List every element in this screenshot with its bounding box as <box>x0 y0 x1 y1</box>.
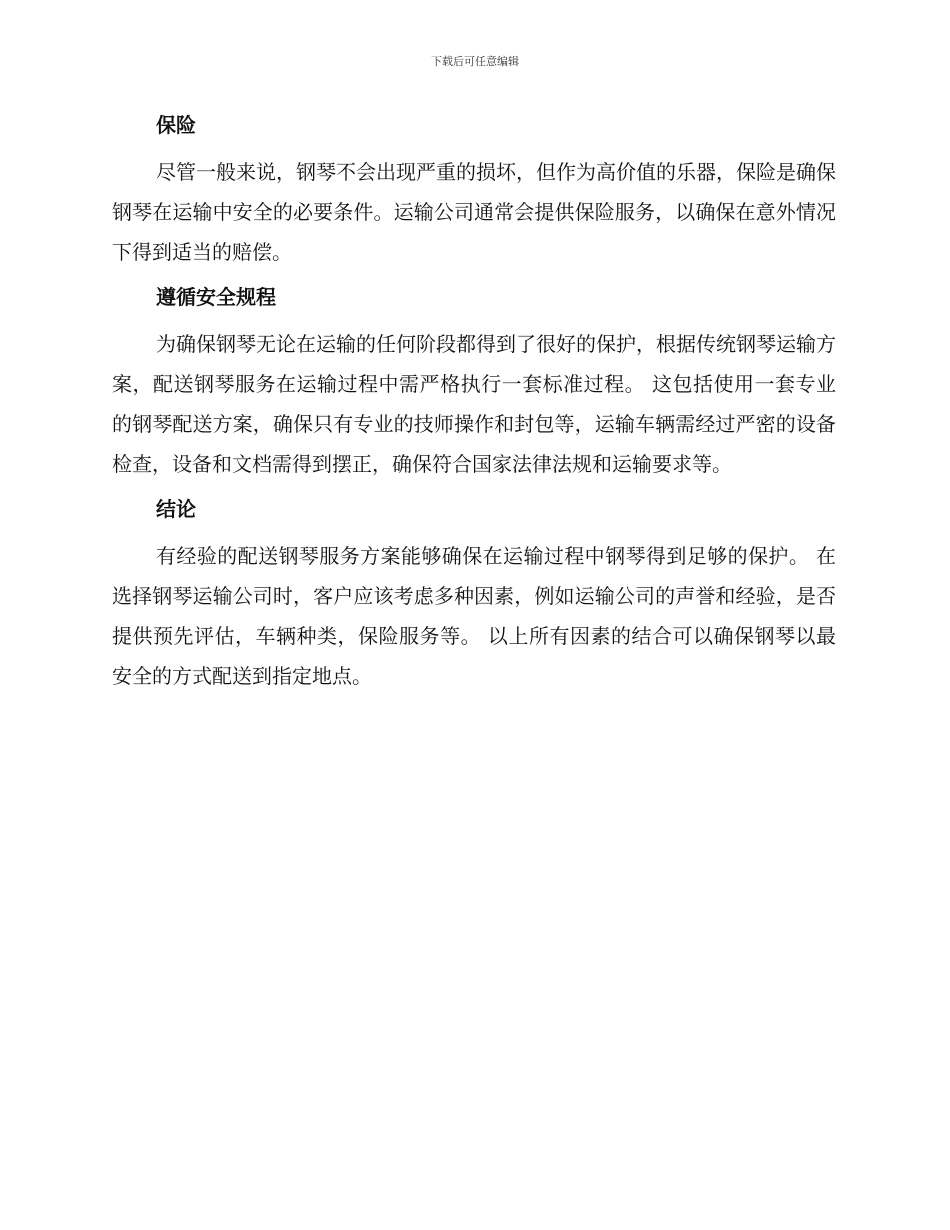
section-paragraph: 有经验的配送钢琴服务方案能够确保在运输过程中钢琴得到足够的保护。 在选择钢琴运输公司时，客户应该考虑多种因素，例如运输公司的声誉和经验，是否提供预先评估，车辆种类，保险服务等。 以上所有因素的结合可以确保钢琴以最安全的方式配送到指定地点。 <box>112 544 836 688</box>
section-safety-rules <box>112 282 836 484</box>
document-body <box>112 110 836 706</box>
section-heading: 保险 <box>156 113 196 137</box>
section-paragraph: 尽管一般来说，钢琴不会出现严重的损坏，但作为高价值的乐器，保险是确保钢琴在运输中安全的必要条件。运输公司通常会提供保险服务，以确保在意外情况下得到适当的赔偿。 <box>112 160 836 264</box>
section-conclusion <box>112 494 836 696</box>
page-header: 下载后可任意编辑 <box>431 55 519 68</box>
section-heading: 结论 <box>156 497 196 521</box>
section-insurance <box>112 110 836 272</box>
section-paragraph: 为确保钢琴无论在运输的任何阶段都得到了很好的保护，根据传统钢琴运输方案，配送钢琴服务在运输过程中需严格执行一套标准过程。 这包括使用一套专业的钢琴配送方案，确保只有专业的技师操作和封包等，运输车辆需经过严密的设备检查，设备和文档需得到摆正，确保符合国家法律法规和运输要求等。 <box>112 332 836 476</box>
section-heading: 遵循安全规程 <box>156 285 276 309</box>
